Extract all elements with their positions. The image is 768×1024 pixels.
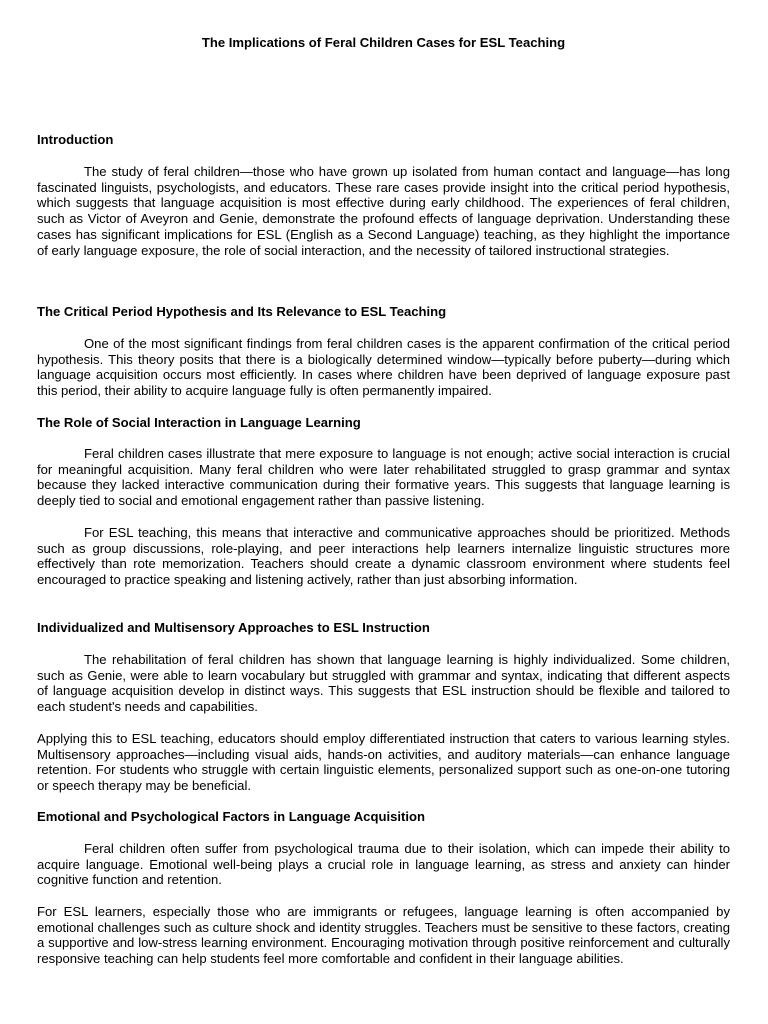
section-heading-individualized: Individualized and Multisensory Approaches to ESL Instruction [37, 620, 430, 635]
paragraph-emotional-1: Feral children often suffer from psychological trauma due to their isolation, which can impede their ability to acquire language. Emotional well-being plays a crucial role in language learning, as stress and anxiety can hinder cognitive function and retention. [37, 841, 730, 888]
section-heading-social-interaction: The Role of Social Interaction in Language Learning [37, 415, 361, 430]
section-heading-introduction: Introduction [37, 132, 114, 147]
section-heading-emotional: Emotional and Psychological Factors in Language Acquisition [37, 809, 426, 824]
document-title: The Implications of Feral Children Cases for ESL Teaching [201, 35, 566, 50]
paragraph-social-interaction-1: Feral children cases illustrate that mere exposure to language is not enough; active social interaction is crucial for meaningful acquisition. Many feral children who were later rehabilitated struggled to grasp grammar and syntax because they lacked interactive communication during their formative years. This suggests that language learning is deeply tied to social and emotional engagement rather than passive listening. [37, 446, 730, 509]
paragraph-individualized-2: Applying this to ESL teaching, educators should employ differentiated instruction that caters to various learning styles. Multisensory approaches—including visual aids, hands-on activities, and auditory materials—can enhance language retention. For students who struggle with certain linguistic elements, personalized support such as one-on-one tutoring or speech therapy may be beneficial. [37, 731, 730, 794]
paragraph-emotional-2: For ESL learners, especially those who are immigrants or refugees, language learning is often accompanied by emotional challenges such as culture shock and identity struggles. Teachers must be sensitive to these factors, creating a supportive and low-stress learning environment. Encouraging motivation through positive reinforcement and culturally responsive teaching can help students feel more comfortable and confident in their language abilities. [37, 904, 730, 967]
paragraph-social-interaction-2: For ESL teaching, this means that interactive and communicative approaches should be prioritized. Methods such as group discussions, role-playing, and peer interactions help learners internalize linguistic structures more effectively than rote memorization. Teachers should create a dynamic classroom environment where students feel encouraged to practice speaking and listening actively, rather than just absorbing information. [37, 525, 730, 588]
paragraph-critical-period-1: One of the most significant findings from feral children cases is the apparent confirmation of the critical period hypothesis. This theory posits that there is a biologically determined window—typically before puberty—during which language acquisition occurs most efficiently. In cases where children have been deprived of language exposure past this period, their ability to acquire language fully is often permanently impaired. [37, 336, 730, 399]
section-heading-critical-period: The Critical Period Hypothesis and Its Relevance to ESL Teaching [37, 304, 447, 319]
paragraph-introduction-1: The study of feral children—those who have grown up isolated from human contact and language—has long fascinated linguists, psychologists, and educators. These rare cases provide insight into the critical period hypothesis, which suggests that language acquisition is most effective during early childhood. The experiences of feral children, such as Victor of Aveyron and Genie, demonstrate the profound effects of language deprivation. Understanding these cases has significant implications for ESL (English as a Second Language) teaching, as they highlight the importance of early language exposure, the role of social interaction, and the necessity of tailored instructional strategies. [37, 164, 730, 258]
paragraph-individualized-1: The rehabilitation of feral children has shown that language learning is highly individualized. Some children, such as Genie, were able to learn vocabulary but struggled with grammar and syntax, indicating that different aspects of language acquisition develop in distinct ways. This suggests that ESL instruction should be flexible and tailored to each student's needs and capabilities. [37, 652, 730, 715]
